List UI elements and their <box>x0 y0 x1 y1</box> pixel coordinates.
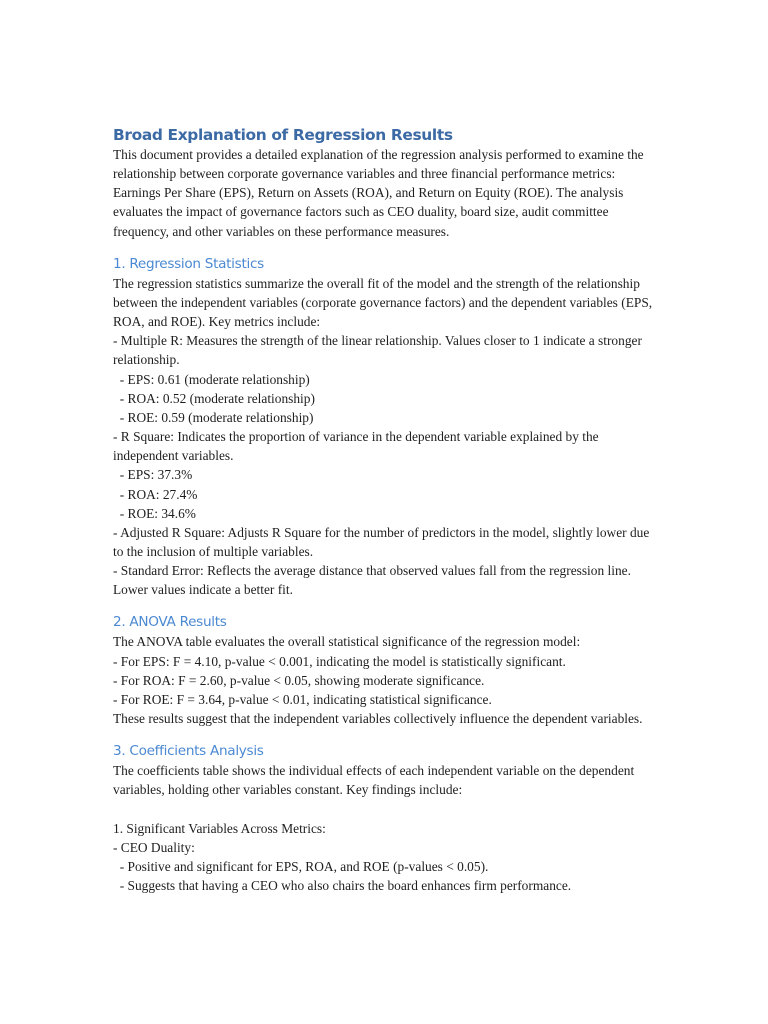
intro-paragraph <box>113 145 658 241</box>
sub-bullet-line: - EPS: 0.61 (moderate relationship) <box>113 371 310 387</box>
section-body-anova-results <box>113 632 658 728</box>
sub-bullet-line: - ROE: 0.59 (moderate relationship) <box>113 409 314 425</box>
bullet-line: - Multiple R: Measures the strength of the linear relationship. Values closer to 1 indicate a stronger relationship. <box>113 333 646 368</box>
section-body-regression-statistics <box>113 274 658 600</box>
bullet-line: - For ROA: F = 2.60, p-value < 0.05, showing moderate significance. <box>113 672 485 688</box>
bullet-line: - Adjusted R Square: Adjusts R Square for the number of predictors in the model, slightly lower due to the inclusion of multiple variables. <box>113 524 653 559</box>
sub-bullet-line: - EPS: 37.3% <box>113 467 193 483</box>
sub-bullet-line: - ROA: 0.52 (moderate relationship) <box>113 390 315 406</box>
bullet-line: - For ROE: F = 3.64, p-value < 0.01, indicating statistical significance. <box>113 691 492 707</box>
bullet-line: - For EPS: F = 4.10, p-value < 0.001, indicating the model is statistically significant. <box>113 653 566 669</box>
paragraph-line: These results suggest that the independent variables collectively influence the dependent variables. <box>113 711 643 727</box>
section-body-coefficients-analysis <box>113 761 658 895</box>
paragraph-line: The ANOVA table evaluates the overall statistical significance of the regression model: <box>113 634 581 650</box>
paragraph-line: The regression statistics summarize the overall fit of the model and the strength of the relationship between the independent variables (corporate governance factors) and the dependent variables (EPS, ROA, and ROE). Key metrics include: <box>113 275 656 330</box>
numbered-line: 1. Significant Variables Across Metrics: <box>113 820 326 836</box>
blank-line <box>113 800 658 819</box>
bullet-line: - R Square: Indicates the proportion of variance in the dependent variable explained by the independent variables. <box>113 429 602 464</box>
paragraph-line: The coefficients table shows the individual effects of each independent variable on the dependent variables, holding other variables constant. Key findings include: <box>113 763 638 798</box>
document-title: Broad Explanation of Regression Results <box>113 126 453 144</box>
bullet-line: - Standard Error: Reflects the average distance that observed values fall from the regression line. Lower values indicate a better fit. <box>113 563 635 598</box>
intro-text: This document provides a detailed explanation of the regression analysis performed to examine the relationship between corporate governance variables and three financial performance metrics: Earnings Per Share (EPS), Return on Assets (ROA), and Return on Equity (ROE). The analysis evaluates the impact of governance factors such as CEO duality, board size, audit committee frequency, and other variables on these performance measures. <box>113 147 644 239</box>
document-page <box>113 126 658 895</box>
section-heading-coefficients-analysis: 3. Coefficients Analysis <box>113 743 264 760</box>
sub-bullet-line: - ROA: 27.4% <box>113 486 198 502</box>
sub-bullet-line: - ROE: 34.6% <box>113 505 196 521</box>
sub-bullet-line: - Suggests that having a CEO who also chairs the board enhances firm performance. <box>113 878 572 894</box>
bullet-line: - CEO Duality: <box>113 839 195 855</box>
sub-bullet-line: - Positive and significant for EPS, ROA, and ROE (p-values < 0.05). <box>113 858 489 874</box>
section-heading-regression-statistics: 1. Regression Statistics <box>113 255 264 272</box>
section-heading-anova-results: 2. ANOVA Results <box>113 614 227 631</box>
